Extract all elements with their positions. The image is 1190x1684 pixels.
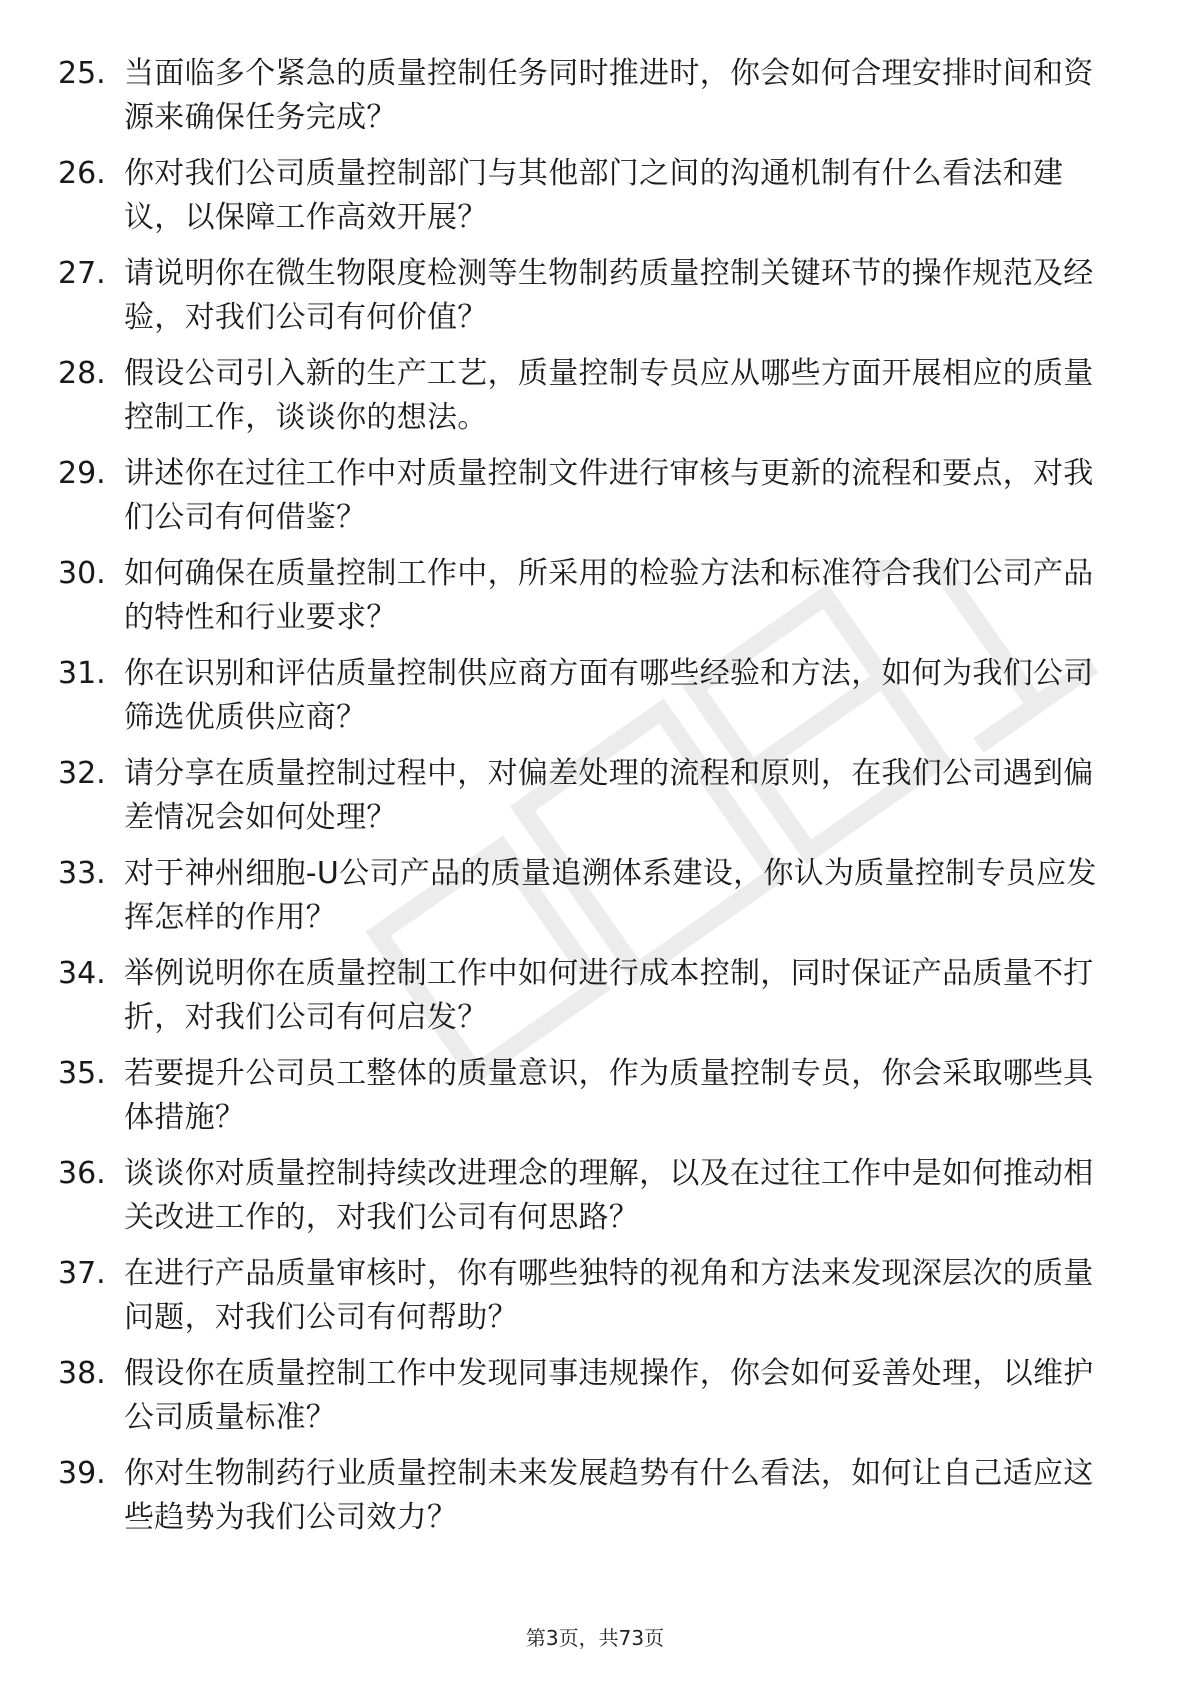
question-text: 讲述你在过往工作中对质量控制文件进行审核与更新的流程和要点，对我们公司有何借鉴？ <box>124 456 1094 535</box>
question-text: 当面临多个紧急的质量控制任务同时推进时，你会如何合理安排时间和资源来确保任务完成？ <box>124 56 1094 135</box>
list-item <box>58 52 1118 140</box>
question-number: 25. <box>58 56 106 91</box>
question-number: 27. <box>58 256 106 291</box>
question-number: 36. <box>58 1156 106 1191</box>
list-item <box>58 752 1118 840</box>
page-number-label: 第3页，共73页 <box>525 1626 665 1650</box>
list-item <box>58 452 1118 540</box>
question-number: 33. <box>58 856 106 891</box>
question-number: 37. <box>58 1256 106 1291</box>
list-item <box>58 852 1118 940</box>
list-item <box>58 952 1118 1040</box>
question-number: 31. <box>58 656 106 691</box>
question-list <box>58 52 1118 1552</box>
question-text: 你对我们公司质量控制部门与其他部门之间的沟通机制有什么看法和建议，以保障工作高效开展？ <box>124 156 1064 235</box>
question-text: 如何确保在质量控制工作中，所采用的检验方法和标准符合我们公司产品的特性和行业要求？ <box>124 556 1094 635</box>
list-item <box>58 652 1118 740</box>
list-item <box>58 152 1118 240</box>
list-item <box>58 1152 1118 1240</box>
question-text: 假设公司引入新的生产工艺，质量控制专员应从哪些方面开展相应的质量控制工作，谈谈你的想法。 <box>124 356 1094 435</box>
question-number: 29. <box>58 456 106 491</box>
list-item <box>58 1352 1118 1440</box>
question-number: 35. <box>58 1056 106 1091</box>
question-number: 30. <box>58 556 106 591</box>
question-text: 请说明你在微生物限度检测等生物制药质量控制关键环节的操作规范及经验，对我们公司有何价值？ <box>124 256 1094 335</box>
question-text: 请分享在质量控制过程中，对偏差处理的流程和原则，在我们公司遇到偏差情况会如何处理？ <box>124 756 1094 835</box>
question-text: 举例说明你在质量控制工作中如何进行成本控制，同时保证产品质量不打折，对我们公司有何启发？ <box>124 956 1094 1035</box>
list-item <box>58 1452 1118 1540</box>
list-item <box>58 252 1118 340</box>
question-number: 38. <box>58 1356 106 1391</box>
question-text: 谈谈你对质量控制持续改进理念的理解，以及在过往工作中是如何推动相关改进工作的，对我们公司有何思路？ <box>124 1156 1094 1235</box>
question-text: 若要提升公司员工整体的质量意识，作为质量控制专员，你会采取哪些具体措施？ <box>124 1056 1094 1135</box>
page-footer <box>0 1626 1190 1650</box>
question-number: 26. <box>58 156 106 191</box>
list-item <box>58 1052 1118 1140</box>
question-number: 34. <box>58 956 106 991</box>
question-number: 28. <box>58 356 106 391</box>
question-number: 39. <box>58 1456 106 1491</box>
question-text: 在进行产品质量审核时，你有哪些独特的视角和方法来发现深层次的质量问题，对我们公司有何帮助？ <box>124 1256 1094 1335</box>
question-text: 你在识别和评估质量控制供应商方面有哪些经验和方法，如何为我们公司筛选优质供应商？ <box>124 656 1094 735</box>
question-text: 你对生物制药行业质量控制未来发展趋势有什么看法，如何让自己适应这些趋势为我们公司效力？ <box>124 1456 1094 1535</box>
question-number: 32. <box>58 756 106 791</box>
list-item <box>58 552 1118 640</box>
question-text: 对于神州细胞-U公司产品的质量追溯体系建设，你认为质量控制专员应发挥怎样的作用？ <box>124 856 1097 935</box>
question-text: 假设你在质量控制工作中发现同事违规操作，你会如何妥善处理，以维护公司质量标准？ <box>124 1356 1094 1435</box>
list-item <box>58 352 1118 440</box>
list-item <box>58 1252 1118 1340</box>
